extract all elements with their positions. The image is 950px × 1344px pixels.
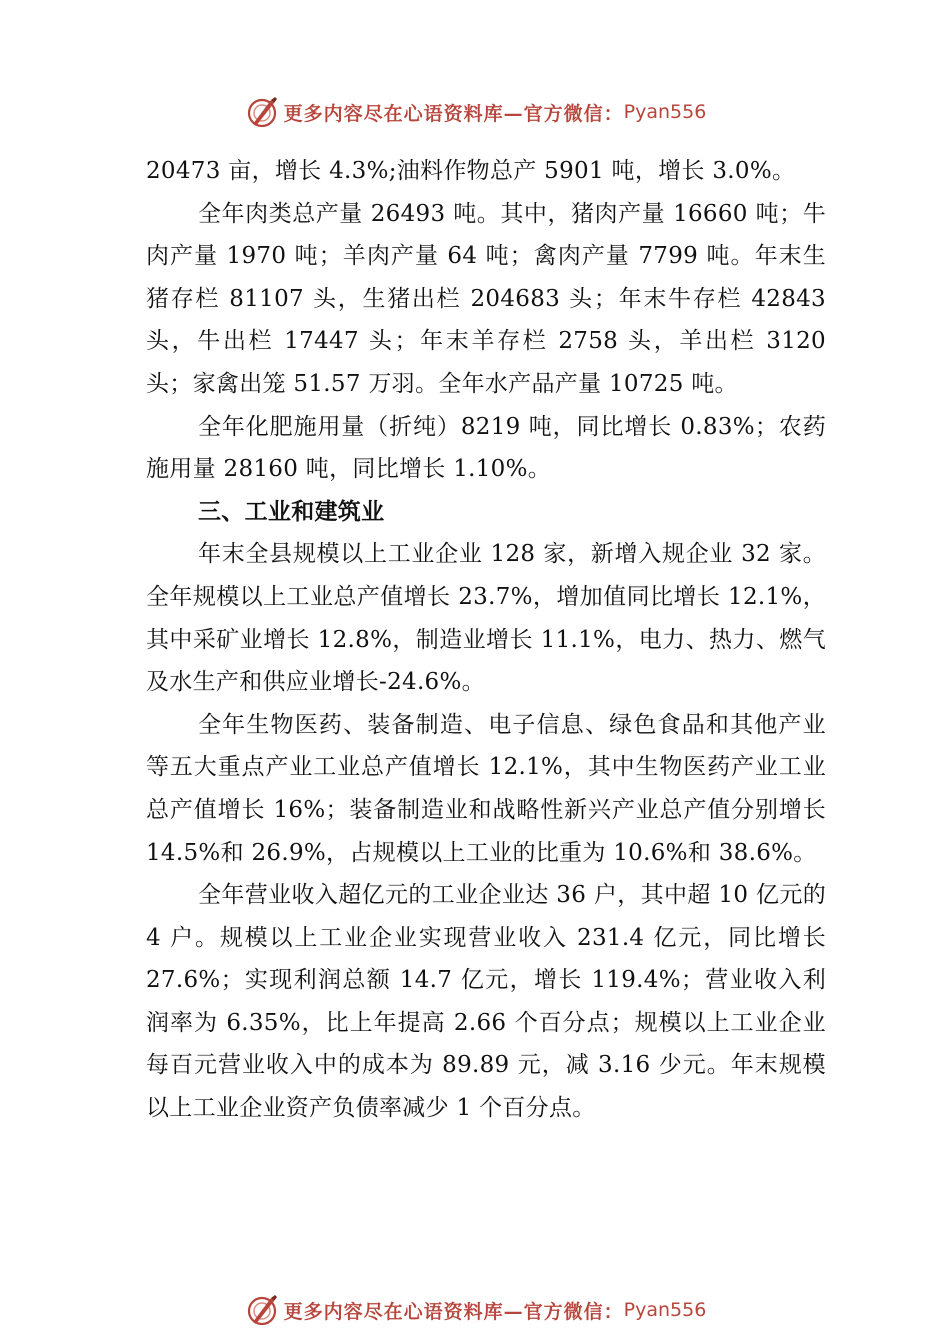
- section-heading-industry: 三、工业和建筑业: [198, 497, 385, 525]
- watermark-wechat-id: Pyan556: [623, 1299, 707, 1321]
- paragraph-livestock: 全年肉类总产量 26493 吨。其中，猪肉产量 16660 吨；牛肉产量 1970 吨；羊肉产量 64 吨；禽肉产量 7799 吨。年末生猪存栏 81107 头，生猪出栏 204683 头；年末牛存栏 42843 头，牛出栏 17447 头；年末羊存栏 2758 头，羊出栏 3120 头；家禽出笼 51.57 万羽。全年水产品产量 10725 吨。: [146, 200, 826, 397]
- pen-seal-icon: [244, 1292, 280, 1328]
- header-watermark: [0, 92, 950, 132]
- paragraph-crops-tail: 20473 亩，增长 4.3%;油料作物总产 5901 吨，增长 3.0%。: [146, 158, 796, 184]
- document-body: [146, 150, 826, 1130]
- pen-seal-icon: [244, 94, 280, 130]
- watermark-wechat-id: Pyan556: [623, 101, 707, 123]
- footer-watermark: [0, 1290, 950, 1330]
- paragraph-fertilizer: 全年化肥施用量（折纯）8219 吨，同比增长 0.83%；农药施用量 28160 吨，同比增长 1.10%。: [146, 413, 826, 483]
- paragraph-industry-enterprises: 年末全县规模以上工业企业 128 家，新增入规企业 32 家。全年规模以上工业总产值增长 23.7%，增加值同比增长 12.1%，其中采矿业增长 12.8%，制造业增长 11.1%，电力、热力、燃气及水生产和供应业增长-24.6%。: [146, 541, 826, 696]
- paragraph-revenue: 全年营业收入超亿元的工业企业达 36 户，其中超 10 亿元的 4 户。规模以上工业企业实现营业收入 231.4 亿元，同比增长 27.6%；实现利润总额 14.7 亿元，增长 119.4%；营业收入利润率为 6.35%，比上年提高 2.66 个百分点；规模以上工业企业每百元营业收入中的成本为 89.89 元，减 3.16 少元。年末规模以上工业企业资产负债率减少 1 个百分点。: [146, 882, 826, 1122]
- watermark-text: 更多内容尽在心语资料库—官方微信：: [283, 1300, 624, 1323]
- paragraph-key-industries: 全年生物医药、装备制造、电子信息、绿色食品和其他产业等五大重点产业工业总产值增长 12.1%，其中生物医药产业工业总产值增长 16%；装备制造业和战略性新兴产业总产值分别增长 14.5%和 26.9%，占规模以上工业的比重为 10.6%和 38.6%。: [146, 711, 826, 866]
- watermark-text: 更多内容尽在心语资料库—官方微信：: [283, 102, 624, 125]
